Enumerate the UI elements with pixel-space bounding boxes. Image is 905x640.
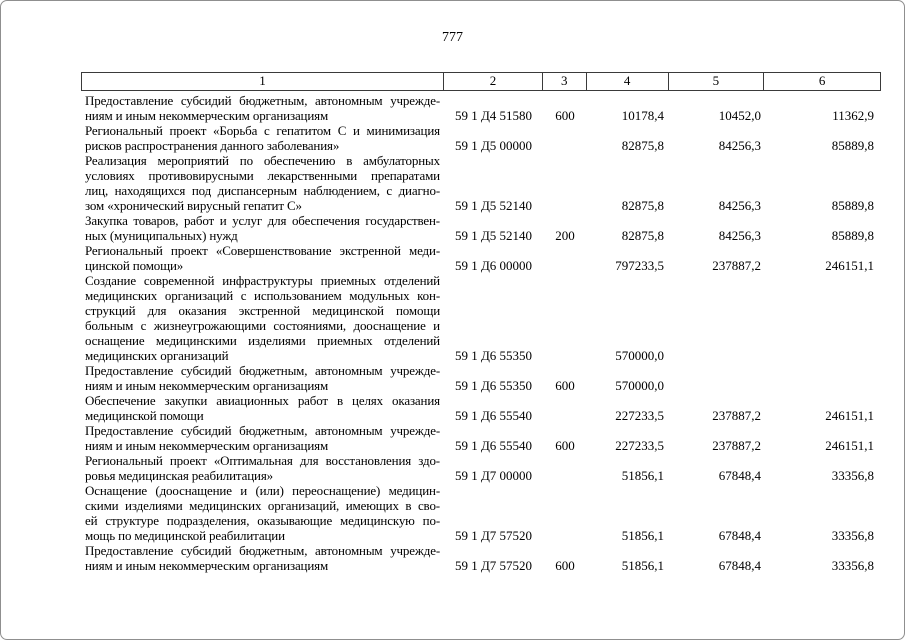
amount-cell-2: 237887,2 bbox=[712, 408, 761, 423]
amount-cell-2: 67848,4 bbox=[718, 528, 761, 543]
expense-kind-cell: 600 bbox=[555, 108, 575, 123]
description-line: Региональный проект «Борьба с гепатитом С и минимизация bbox=[85, 123, 440, 138]
amount-cell-3: 33356,8 bbox=[831, 528, 874, 543]
description-line: Оснащение (дооснащение и (или) переоснащение) медицин- bbox=[85, 483, 440, 498]
description-line: ниям и иным некоммерческим организациям bbox=[85, 108, 329, 123]
description-line: медицинской помощи bbox=[85, 408, 204, 423]
description-cell bbox=[81, 93, 444, 123]
description-cell bbox=[81, 393, 444, 423]
table-row bbox=[81, 393, 881, 423]
table-row bbox=[81, 273, 881, 363]
description-line: Предоставление субсидий бюджетным, автономным учрежде- bbox=[85, 423, 440, 438]
amount-cell-1: 570000,0 bbox=[615, 378, 664, 393]
description-line: цинской помощи» bbox=[85, 258, 184, 273]
header-cell-6: 6 bbox=[818, 73, 826, 88]
description-line: рисков распространения данного заболевания» bbox=[85, 138, 340, 153]
description-cell bbox=[81, 423, 444, 453]
code-cell: 59 1 Д5 00000 bbox=[454, 138, 533, 153]
table-row bbox=[81, 363, 881, 393]
description-line: зом «хронический вирусный гепатит С» bbox=[85, 198, 302, 213]
description-cell bbox=[81, 543, 444, 573]
description-cell bbox=[81, 363, 444, 393]
amount-cell-1: 797233,5 bbox=[615, 258, 664, 273]
amount-cell-1: 51856,1 bbox=[621, 558, 664, 573]
code-cell: 59 1 Д6 00000 bbox=[454, 258, 533, 273]
table-row bbox=[81, 93, 881, 123]
amount-cell-3: 246151,1 bbox=[825, 438, 874, 453]
code-cell: 59 1 Д7 00000 bbox=[454, 468, 533, 483]
description-line: медицинских организаций bbox=[85, 348, 229, 363]
description-line: Предоставление субсидий бюджетным, автономным учрежде- bbox=[85, 543, 440, 558]
description-line: мощь по медицинской реабилитации bbox=[85, 528, 285, 543]
table-row bbox=[81, 453, 881, 483]
description-line: ниям и иным некоммерческим организациям bbox=[85, 378, 329, 393]
amount-cell-3: 11362,9 bbox=[832, 108, 874, 123]
description-line: ниям и иным некоммерческим организациям bbox=[85, 438, 329, 453]
description-line: больным с жизнеугрожающими состояниями, дооснащение и bbox=[85, 318, 440, 333]
description-cell bbox=[81, 243, 444, 273]
description-cell bbox=[81, 153, 444, 213]
table-row bbox=[81, 213, 881, 243]
description-line: ниям и иным некоммерческим организациям bbox=[85, 558, 329, 573]
code-cell: 59 1 Д6 55540 bbox=[454, 438, 533, 453]
table-body bbox=[81, 93, 881, 573]
amount-cell-2: 67848,4 bbox=[718, 558, 761, 573]
header-cell-5: 5 bbox=[669, 73, 765, 90]
expense-kind-cell: 200 bbox=[555, 228, 575, 243]
amount-cell-2: 67848,4 bbox=[718, 468, 761, 483]
description-line: ровья медицинская реабилитация» bbox=[85, 468, 274, 483]
table-row bbox=[81, 543, 881, 573]
code-cell: 59 1 Д7 57520 bbox=[454, 558, 533, 573]
description-line: Предоставление субсидий бюджетным, автономным учрежде- bbox=[85, 363, 440, 378]
table-row bbox=[81, 423, 881, 453]
description-line: Создание современной инфраструктуры приемных отделений bbox=[85, 273, 440, 288]
description-line: струкций для оказания экстренной медицинской помощи bbox=[85, 303, 440, 318]
amount-cell-1: 10178,4 bbox=[621, 108, 664, 123]
amount-cell-2: 84256,3 bbox=[718, 198, 761, 213]
table-row bbox=[81, 483, 881, 543]
amount-cell-2: 10452,0 bbox=[718, 108, 761, 123]
header-cell-1: 1 bbox=[82, 73, 444, 90]
expense-kind-cell: 600 bbox=[555, 558, 575, 573]
amount-cell-1: 51856,1 bbox=[621, 528, 664, 543]
budget-table bbox=[81, 72, 881, 573]
header-cell-2: 2 bbox=[444, 73, 543, 90]
amount-cell-2: 237887,2 bbox=[712, 258, 761, 273]
description-line: Реализация мероприятий по обеспечению в амбулаторных bbox=[85, 153, 440, 168]
table-header-row bbox=[81, 72, 881, 91]
code-cell: 59 1 Д6 55540 bbox=[454, 408, 533, 423]
code-cell: 59 1 Д5 52140 bbox=[454, 228, 533, 243]
amount-cell-2: 84256,3 bbox=[718, 228, 761, 243]
amount-cell-1: 82875,8 bbox=[621, 198, 664, 213]
description-line: Предоставление субсидий бюджетным, автономным учрежде- bbox=[85, 93, 440, 108]
table-row bbox=[81, 153, 881, 213]
header-cell-4: 4 bbox=[587, 73, 669, 90]
description-line: ей структуре подразделения, оказывающие медицинскую по- bbox=[85, 513, 440, 528]
expense-kind-cell: 600 bbox=[555, 438, 575, 453]
amount-cell-1: 82875,8 bbox=[621, 138, 664, 153]
page-number: 777 bbox=[442, 30, 463, 45]
amount-cell-3: 85889,8 bbox=[831, 228, 874, 243]
expense-kind-cell: 600 bbox=[555, 378, 575, 393]
amount-cell-3: 246151,1 bbox=[825, 258, 874, 273]
description-cell bbox=[81, 483, 444, 543]
amount-cell-3: 33356,8 bbox=[831, 468, 874, 483]
amount-cell-1: 51856,1 bbox=[621, 468, 664, 483]
description-cell bbox=[81, 213, 444, 243]
description-line: Закупка товаров, работ и услуг для обеспечения государствен- bbox=[85, 213, 440, 228]
description-line: Региональный проект «Оптимальная для восстановления здо- bbox=[85, 453, 440, 468]
description-line: Региональный проект «Совершенствование экстренной меди- bbox=[85, 243, 440, 258]
description-cell bbox=[81, 273, 444, 363]
description-line: скими изделиями медицинских организаций, имеющих в сво- bbox=[85, 498, 440, 513]
code-cell: 59 1 Д7 57520 bbox=[454, 528, 533, 543]
description-cell bbox=[81, 123, 444, 153]
description-line: лиц, находящихся под диспансерным наблюдением, с диагно- bbox=[85, 183, 440, 198]
description-line: условиях противовирусными лекарственными препаратами bbox=[85, 168, 440, 183]
header-cell-3: 3 bbox=[543, 73, 587, 90]
amount-cell-1: 82875,8 bbox=[621, 228, 664, 243]
table-row bbox=[81, 123, 881, 153]
amount-cell-2: 237887,2 bbox=[712, 438, 761, 453]
description-line: оснащение медицинскими изделиями приемных отделений bbox=[85, 333, 440, 348]
description-line: Обеспечение закупки авиационных работ в целях оказания bbox=[85, 393, 440, 408]
code-cell: 59 1 Д4 51580 bbox=[454, 108, 533, 123]
code-cell: 59 1 Д5 52140 bbox=[454, 198, 533, 213]
amount-cell-1: 227233,5 bbox=[615, 438, 664, 453]
description-line: ных (муниципальных) нужд bbox=[85, 228, 238, 243]
table-row bbox=[81, 243, 881, 273]
amount-cell-3: 246151,1 bbox=[825, 408, 874, 423]
amount-cell-1: 570000,0 bbox=[615, 348, 664, 363]
amount-cell-1: 227233,5 bbox=[615, 408, 664, 423]
description-line: медицинских организаций с использованием модульных кон- bbox=[85, 288, 440, 303]
code-cell: 59 1 Д6 55350 bbox=[454, 378, 533, 393]
amount-cell-3: 85889,8 bbox=[831, 198, 874, 213]
code-cell: 59 1 Д6 55350 bbox=[454, 348, 533, 363]
amount-cell-2: 84256,3 bbox=[718, 138, 761, 153]
amount-cell-3: 33356,8 bbox=[831, 558, 874, 573]
description-cell bbox=[81, 453, 444, 483]
amount-cell-3: 85889,8 bbox=[831, 138, 874, 153]
